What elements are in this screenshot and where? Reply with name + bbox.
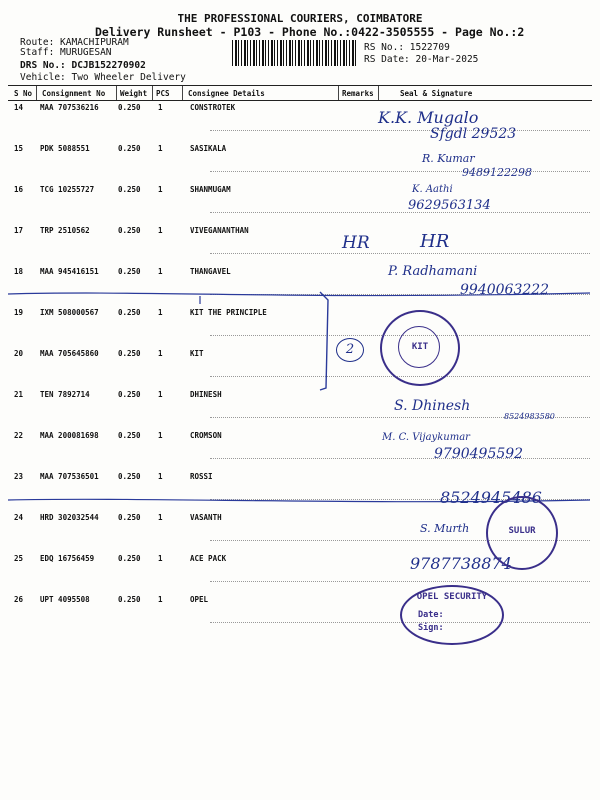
row-pcs: 1: [158, 185, 163, 194]
row-pcs: 1: [158, 595, 163, 604]
row-sno: 17: [14, 226, 24, 235]
row-sno: 24: [14, 513, 24, 522]
drs-label: DRS No.: DCJB152270902: [20, 60, 146, 71]
table-row: [0, 185, 600, 226]
col-header-weight: Weight: [120, 89, 148, 98]
row-consignee: KIT THE PRINCIPLE: [190, 308, 267, 317]
handwritten-signature: P. Radhamani: [388, 264, 478, 279]
row-consignee: ROSSI: [190, 472, 213, 481]
handwritten-number: 9790495592: [434, 446, 524, 462]
row-consignee: VASANTH: [190, 513, 222, 522]
col-header-remarks: Remarks: [342, 89, 374, 98]
col-header-consignment: Consignment No: [42, 89, 106, 98]
row-consignment-no: IXM 508000567: [40, 308, 99, 317]
row-consignee: OPEL: [190, 595, 209, 604]
rs-number: RS No.: 1522709: [364, 42, 450, 53]
row-consignment-no: MAA 945416151: [40, 267, 99, 276]
row-consignee: VIVEGANANTHAN: [190, 226, 249, 235]
row-consignee: SASIKALA: [190, 144, 227, 153]
row-sno: 15: [14, 144, 24, 153]
handwritten-remark: HR: [342, 233, 370, 253]
row-weight: 0.250: [118, 308, 141, 317]
row-consignee: SHANMUGAM: [190, 185, 231, 194]
table-row: [0, 595, 600, 636]
row-consignment-no: EDQ 16756459: [40, 554, 95, 563]
kit-stamp: [380, 310, 460, 386]
row-pcs: 1: [158, 103, 163, 112]
handwritten-number: 9629563134: [408, 198, 491, 213]
row-weight: 0.250: [118, 554, 141, 563]
table-row: [0, 390, 600, 431]
sulur-stamp-text: SULUR: [508, 526, 536, 536]
row-weight: 0.250: [118, 595, 141, 604]
handwritten-number: 8524945486: [440, 488, 542, 507]
row-sno: 18: [14, 267, 24, 276]
row-pcs: 1: [158, 267, 163, 276]
circled-mark: 2: [336, 338, 364, 362]
col-header-seal: Seal & Signature: [400, 89, 473, 98]
barcode: [232, 40, 356, 66]
row-sno: 20: [14, 349, 24, 358]
col-separator: [36, 86, 37, 100]
row-consignment-no: HRD 302032544: [40, 513, 99, 522]
row-pcs: 1: [158, 554, 163, 563]
row-weight: 0.250: [118, 472, 141, 481]
table-row: [0, 349, 600, 390]
row-sno: 19: [14, 308, 24, 317]
col-header-sno: S No: [14, 89, 33, 98]
row-consignee: CROMSON: [190, 431, 222, 440]
row-weight: 0.250: [118, 226, 141, 235]
row-dotted-rule: [210, 212, 590, 213]
row-consignee: ACE PACK: [190, 554, 227, 563]
handwritten-number: 9940063222: [460, 282, 550, 298]
row-dotted-rule: [210, 458, 590, 459]
handwritten-signature: K. Aathi: [412, 184, 453, 195]
row-dotted-rule: [210, 171, 590, 172]
row-pcs: 1: [158, 513, 163, 522]
row-weight: 0.250: [118, 349, 141, 358]
opel-security-stamp: [400, 585, 504, 645]
staff-label: Staff: MURUGESAN: [20, 47, 112, 58]
handwritten-number: 9787738874: [410, 554, 512, 573]
col-header-pcs: PCS: [156, 89, 170, 98]
row-sno: 23: [14, 472, 24, 481]
row-weight: 0.250: [118, 390, 141, 399]
col-separator: [116, 86, 117, 100]
row-sno: 14: [14, 103, 24, 112]
handwritten-signature: K.K. Mugalo: [378, 108, 479, 127]
row-weight: 0.250: [118, 103, 141, 112]
row-weight: 0.250: [118, 144, 141, 153]
sulur-stamp: [486, 496, 558, 570]
handwritten-number: 8524983580: [504, 412, 555, 421]
row-consignment-no: MAA 200081698: [40, 431, 99, 440]
row-pcs: 1: [158, 349, 163, 358]
col-separator: [152, 86, 153, 100]
row-sno: 25: [14, 554, 24, 563]
col-header-consignee: Consignee Details: [188, 89, 265, 98]
row-consignment-no: PDK 5088551: [40, 144, 90, 153]
row-consignee: THANGAVEL: [190, 267, 231, 276]
row-dotted-rule: [210, 253, 590, 254]
row-consignment-no: UPT 4095508: [40, 595, 90, 604]
row-consignment-no: MAA 707536216: [40, 103, 99, 112]
handwritten-number: 9489122298: [462, 166, 532, 179]
col-separator: [182, 86, 183, 100]
row-weight: 0.250: [118, 513, 141, 522]
handwritten-signature: S. Murth: [420, 522, 470, 535]
opel-stamp-date: Date:: [418, 610, 444, 620]
row-pcs: 1: [158, 390, 163, 399]
row-consignment-no: TEN 7892714: [40, 390, 90, 399]
row-consignee: DHINESH: [190, 390, 222, 399]
row-weight: 0.250: [118, 267, 141, 276]
row-weight: 0.250: [118, 185, 141, 194]
header-top-rule: [8, 85, 592, 86]
row-consignment-no: MAA 707536501: [40, 472, 99, 481]
row-dotted-rule: [210, 622, 590, 623]
handwritten-signature: R. Kumar: [422, 152, 475, 165]
col-separator: [338, 86, 339, 100]
row-consignee: CONSTROTEK: [190, 103, 236, 112]
row-pcs: 1: [158, 308, 163, 317]
row-dotted-rule: [210, 130, 590, 131]
table-row: [0, 308, 600, 349]
row-consignment-no: TCG 10255727: [40, 185, 95, 194]
col-separator: [378, 86, 379, 100]
row-pcs: 1: [158, 472, 163, 481]
row-sno: 26: [14, 595, 24, 604]
opel-stamp-sign: Sign:: [418, 623, 444, 633]
row-consignment-no: TRP 2510562: [40, 226, 90, 235]
route-label: Route: KAMACHIPURAM: [20, 37, 129, 48]
document-title: THE PROFESSIONAL COURIERS, COIMBATORE: [177, 12, 423, 25]
row-sno: 16: [14, 185, 24, 194]
vehicle-label: Vehicle: Two Wheeler Delivery: [20, 72, 186, 83]
row-sno: 22: [14, 431, 24, 440]
handwritten-signature: HR: [420, 231, 450, 252]
row-dotted-rule: [210, 581, 590, 582]
handwritten-number: Sfgdl 29523: [430, 126, 517, 142]
row-consignment-no: MAA 705645860: [40, 349, 99, 358]
row-sno: 21: [14, 390, 24, 399]
handwritten-signature: M. C. Vijaykumar: [382, 432, 470, 443]
table-row: [0, 226, 600, 267]
handwritten-signature: S. Dhinesh: [394, 398, 471, 414]
row-pcs: 1: [158, 144, 163, 153]
row-consignee: KIT: [190, 349, 204, 358]
row-pcs: 1: [158, 431, 163, 440]
kit-stamp-text: KIT: [411, 342, 429, 352]
row-pcs: 1: [158, 226, 163, 235]
opel-stamp-title: OPEL SECURITY: [416, 592, 488, 602]
rs-date: RS Date: 20-Mar-2025: [364, 54, 479, 65]
row-weight: 0.250: [118, 431, 141, 440]
header-bottom-rule: [8, 100, 592, 101]
document-subtitle: Delivery Runsheet - P103 - Phone No.:0422-3505555 - Page No.:2: [95, 25, 525, 39]
